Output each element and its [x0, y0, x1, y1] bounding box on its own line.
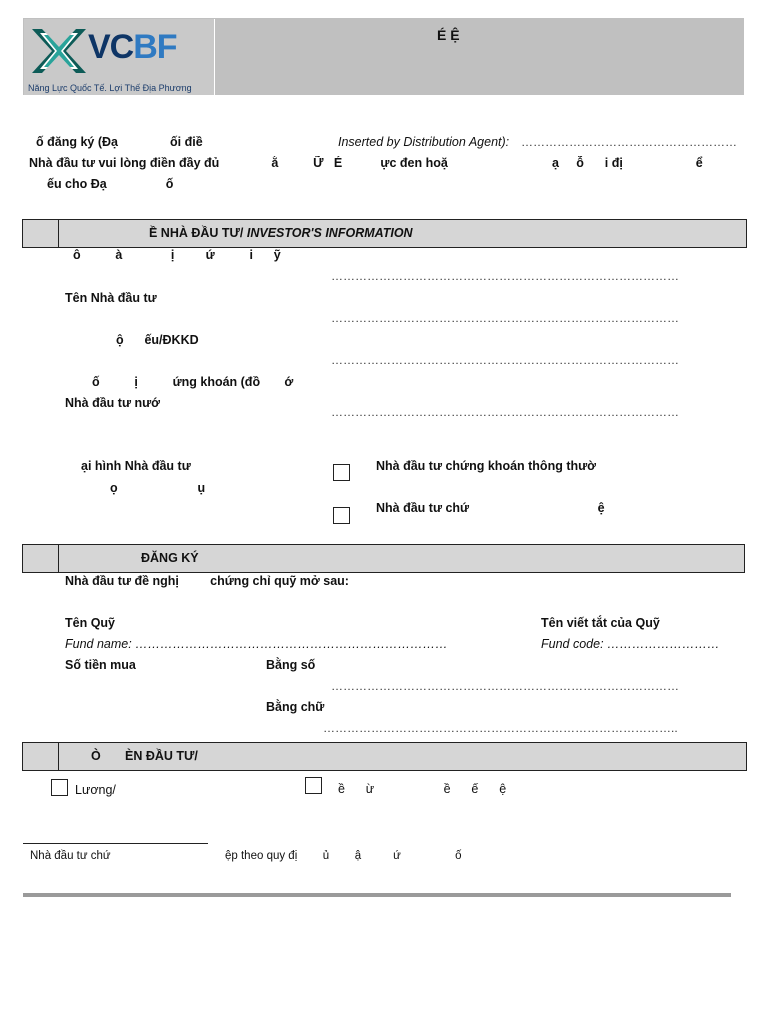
subscription-proposal-text: Nhà đầu tư đề nghị chứng chỉ quỹ mở sau: [65, 574, 349, 588]
section-number-cell [23, 545, 59, 572]
logo-tagline: Năng Lực Quốc Tế. Lợi Thế Địa Phương [28, 83, 192, 93]
amount-in-words-field[interactable]: …………………………………………………………………………….. [323, 721, 678, 735]
fund-name-field[interactable]: Fund name: ………………………………………………………………… [65, 637, 448, 651]
investor-name-field[interactable]: …………………………………………………………………………… [331, 311, 679, 325]
instruction-text: Nhà đầu tư vui lòng điền đầy đủ ằ Ữ É ực đen hoặ ạ ỗ i đị ể [29, 156, 703, 170]
section-title: Ề NHÀ ĐẦU TƯ/ INVESTOR'S INFORMATION [149, 226, 413, 240]
inserted-by-agent-label: Inserted by Distribution Agent): [338, 135, 510, 149]
amount-in-numbers-label: Bằng số [266, 658, 316, 672]
signature-label: Nhà đầu tư chứ [30, 850, 111, 862]
amount-in-numbers-field[interactable]: …………………………………………………………………………… [331, 679, 679, 693]
trading-code-label-2: Nhà đầu tư nướ [65, 396, 161, 410]
registration-number-label: ố đăng ký (Đạ ối điề [36, 135, 203, 149]
normal-investor-checkbox[interactable] [333, 464, 350, 481]
section-source-of-funds [22, 742, 747, 771]
professional-investor-label: Nhà đầu tư chứ ệ [376, 501, 605, 515]
other-source-label: ề ừ ề ế ệ [338, 782, 507, 796]
other-source-checkbox[interactable] [305, 777, 322, 794]
fund-code-field[interactable]: Fund code: ……………………… [541, 637, 720, 651]
bottom-divider [23, 893, 731, 897]
legal-representative-label: ệp theo quy đị ủ ậ ứ ố [225, 850, 462, 862]
amount-in-words-label: Bằng chữ [266, 700, 325, 714]
fund-short-name-label: Tên viết tắt của Quỹ [541, 616, 660, 630]
professional-investor-checkbox[interactable] [333, 507, 350, 524]
trading-code-label: ố ị ứng khoán (đồ ớ [92, 375, 294, 389]
id-number-field[interactable]: …………………………………………………………………………… [331, 353, 679, 367]
info-row-label: ô à ị ứ i ỹ [73, 248, 281, 262]
instruction-text-2: ếu cho Đạ ố [47, 177, 174, 191]
investor-type-sublabel: ọ ụ [110, 481, 206, 495]
amount-label: Số tiền mua [65, 658, 136, 672]
form-title: É Ệ [437, 27, 460, 43]
investor-name-label: Tên Nhà đầu tư [65, 291, 157, 305]
salary-source-label: Lương/ [75, 783, 116, 797]
investor-type-label: ại hình Nhà đầu tư [81, 459, 191, 473]
trading-code-field[interactable]: …………………………………………………………………………… [331, 405, 679, 419]
normal-investor-label: Nhà đầu tư chứng khoán thông thườ [376, 459, 597, 473]
logo-wordmark: VCBF [88, 28, 177, 66]
registration-number-field[interactable]: ……………………………………………… [521, 135, 737, 149]
id-number-label: ộ ếu/ĐKKD [116, 333, 199, 347]
info-field-line[interactable]: …………………………………………………………………………… [331, 269, 679, 283]
section-number-cell [23, 220, 59, 247]
fund-name-label: Tên Quỹ [65, 616, 116, 630]
section-title: Ò ÈN ĐẦU TƯ/ [91, 749, 198, 763]
salary-source-checkbox[interactable] [51, 779, 68, 796]
section-number-cell [23, 743, 59, 770]
signature-line [23, 843, 208, 844]
section-registration [22, 544, 745, 573]
section-investor-information [22, 219, 747, 248]
section-title: ĐĂNG KÝ [141, 551, 199, 565]
vcbf-logo-icon [28, 23, 90, 79]
